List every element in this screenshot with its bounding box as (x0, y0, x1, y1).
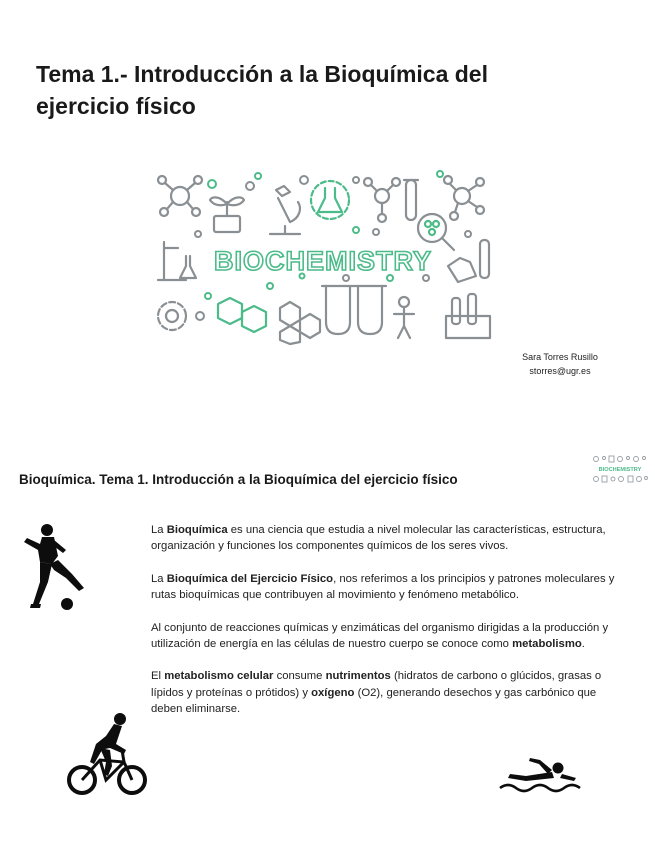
molecule-icon (158, 176, 202, 216)
molecule-icon-3 (444, 176, 484, 220)
test-tube-icon (404, 180, 418, 220)
microscope-icon (270, 186, 300, 234)
soccer-player-icon (22, 520, 92, 616)
paragraph-3: Al conjunto de reacciones químicas y enzimáticas del organismo dirigidas a la producción y utilización de energía en las células de nuestro cuerpo se conoce como metabolismo. (151, 621, 609, 651)
content-body (151, 522, 629, 734)
content-title: Bioquímica. Tema 1. Introducción a la Bioquímica del ejercicio físico (19, 472, 458, 487)
molecule-icon-2 (364, 178, 400, 222)
lab-stand-icon (158, 242, 196, 280)
author-email: storres@ugr.es (529, 366, 591, 376)
author-name: Sara Torres Rusillo (522, 352, 598, 362)
biochemistry-banner (150, 166, 496, 346)
banner-word: BIOCHEMISTRY (213, 246, 433, 276)
paragraph-4: El metabolismo celular consume nutrimentos (hidratos de carbono o glúcidos, grasas o lípidos y proteínas o prótidos) y oxígeno (O2), generando desechos y gas carbónico que deben eliminarse. (151, 670, 602, 716)
human-figure-icon (394, 297, 414, 338)
rack-icon (446, 294, 490, 338)
gear-icon (158, 302, 186, 330)
slide-title: Tema 1.- Introducción a la Bioquímica del ejercicio físico (36, 61, 488, 119)
plant-icon (210, 197, 244, 232)
flask-gear-icon (311, 181, 349, 219)
content-slide (0, 420, 655, 848)
title-slide (0, 0, 655, 420)
u-tube-icon (322, 286, 386, 334)
hand-tube-icon (448, 240, 489, 282)
swimmer-icon (496, 752, 586, 794)
paragraph-2: La Bioquímica del Ejercicio Físico, nos referimos a los principios y patrones moleculares y rutas bioquímicas que contribuyen al movimiento y fenómeno metabólico. (151, 572, 615, 602)
cyclist-icon (66, 710, 150, 800)
magnifier-icon (418, 214, 454, 250)
paragraph-1: La Bioquímica es una ciencia que estudia a nivel molecular las características, estructura, organización y funciones los componentes químicos de los seres vivos. (151, 524, 606, 553)
hexagon-molecule-icon (218, 298, 266, 332)
cells-icon (280, 302, 320, 344)
author-block (500, 350, 620, 378)
biochemistry-thumbnail (591, 454, 649, 484)
thumb-word: BIOCHEMISTRY (598, 467, 642, 473)
